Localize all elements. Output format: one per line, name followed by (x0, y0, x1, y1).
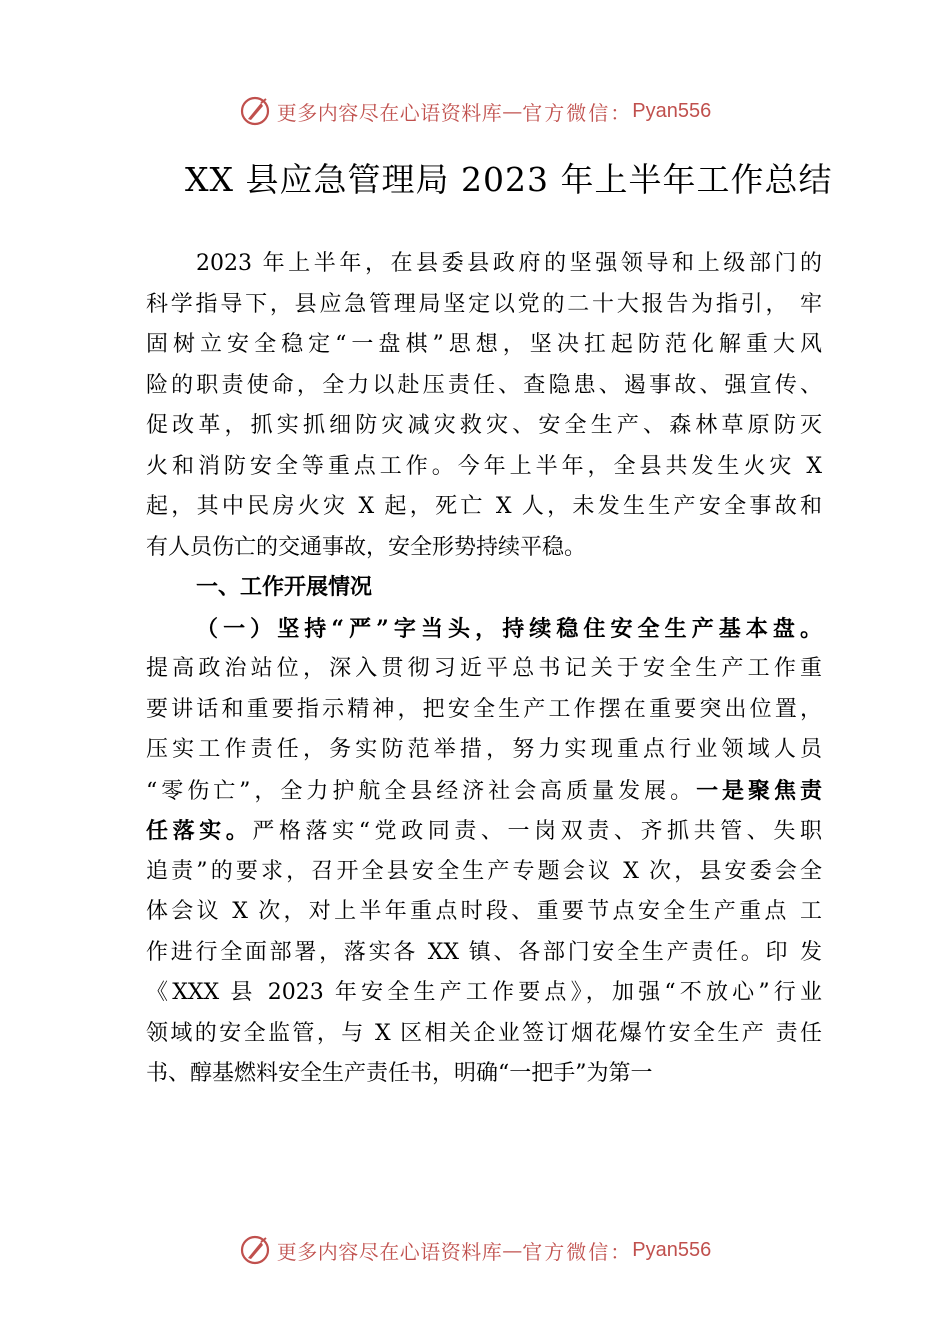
text-run: 严格落实“党政同责、一岗双责、齐抓共管、失职 (252, 819, 822, 844)
watermark-separator: — (502, 1238, 523, 1262)
paragraph-line-mixed (146, 771, 822, 812)
paragraph-line: 书、醇基燃料安全生产责任书，明确“一把手”为第一 (146, 1061, 653, 1086)
paragraph-line: 压实工作责任，务实防范举措，努力实现重点行业领域人员 (146, 737, 822, 762)
paragraph-line: 起，其中民房火灾 X 起，死亡 X 人，未发生生产安全事故和 (146, 494, 822, 519)
quill-logo-icon (239, 95, 271, 127)
paragraph-line: 火和消防安全等重点工作。今年上半年，全县共发生火灾 X (146, 453, 822, 479)
paragraph-line: 促改革，抓实抓细防灾减灾救灾、安全生产、森林草原防灭 (146, 413, 822, 438)
paragraph-line-mixed (146, 811, 822, 852)
watermark-header (0, 95, 950, 127)
paragraph-line: 要讲话和重要指示精神，把安全生产工作摆在重要突出位置， (146, 696, 822, 722)
watermark-text: 更多内容尽在心语资料库 (276, 1239, 503, 1264)
quill-logo-icon (239, 1234, 271, 1266)
paragraph-line: 作进行全面部署，落实各 XX 镇、各部门安全生产责任。印 发 (146, 939, 822, 965)
paragraph-line: 科学指导下，县应急管理局坚定以党的二十大报告为指引， 牢 (146, 291, 822, 317)
watermark-wechat-id: Pyan556 (632, 99, 712, 122)
document-body (146, 244, 822, 1095)
watermark-wechat-id: Pyan556 (632, 1238, 712, 1261)
paragraph-line: 提高政治站位，深入贯彻习近平总书记关于安全生产工作重 (146, 656, 822, 681)
subsection-heading: （一）坚持“严”字当头，持续稳住安全生产基本盘。 (196, 615, 822, 642)
paragraph-line: 固树立安全稳定“一盘棋”思想，坚决扛起防范化解重大风 (146, 332, 822, 357)
paragraph-line: 2023 年上半年，在县委县政府的坚强领导和上级部门的 (196, 251, 822, 276)
paragraph-line: 险的职责使命，全力以赴压责任、查隐患、遏事故、强宣传、 (146, 372, 822, 398)
bold-run: 一是聚焦责 (696, 777, 822, 804)
watermark-footer (0, 1234, 950, 1266)
text-run: “零伤亡”，全力护航全县经济社会高质量发展。 (146, 778, 697, 804)
section-heading: 一、工作开展情况 (196, 575, 373, 600)
watermark-wechat-label: 官方微信： (522, 1239, 633, 1264)
paragraph-line: 《XXX 县 2023 年安全生产工作要点》，加强“不放心”行业 (146, 980, 822, 1005)
paragraph-line: 体会议 X 次，对上半年重点时段、重要节点安全生产重点 工 (146, 899, 822, 924)
watermark-text: 更多内容尽在心语资料库 (276, 100, 503, 125)
bold-run: 任落实。 (146, 818, 253, 844)
paragraph-line: 有人员伤亡的交通事故，安全形势持续平稳。 (146, 534, 587, 560)
paragraph-line: 领域的安全监管，与 X 区相关企业签订烟花爆竹安全生产 责任 (146, 1020, 822, 1046)
watermark-separator: — (502, 99, 523, 123)
paragraph-line: 追责”的要求，召开全县安全生产专题会议 X 次，县安委会全 (146, 858, 822, 884)
document-title: XX 县应急管理局 2023 年上半年工作总结 (185, 160, 833, 199)
watermark-wechat-label: 官方微信： (522, 100, 633, 125)
